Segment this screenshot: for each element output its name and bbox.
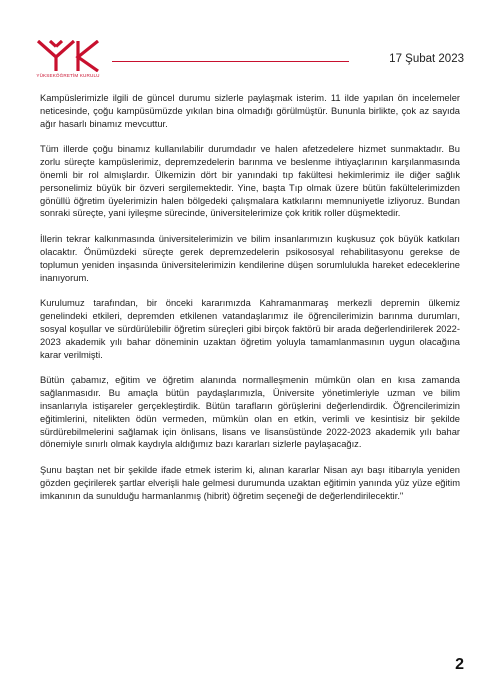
yok-logo — [32, 40, 102, 84]
document-body — [40, 92, 460, 516]
page-number: 2 — [455, 656, 464, 673]
paragraph: Tüm illerde çoğu binamız kullanılabilir durumdadır ve halen afetzedelere hizmet sunmaktadır. Bu zorlu süreçte kampüslerimiz, depremzedelerin barınma ve beslenme ihtiyaçlarının karşılanmasında önemli bir rol almışlardır. Ülkemizin dört bir yanındaki tıp fakültesi hekimlerimiz ile diğer sağlık personelimiz büyük bir özveri sergilemektedir. Yine, başta Tıp olmak üzere bütün fakültelerimizden gönüllü öğretim üyelerimizin halen bölgedeki çalışmalara katkılarını memnuniyetle izliyoruz. Bundan sonraki süreçte, yani iyileşme sürecinde, üniversitelerimize çok kritik roller düşmektedir. — [40, 144, 460, 219]
yok-logo-icon — [36, 40, 100, 72]
paragraph: Kurulumuz tarafından, bir önceki kararımızda Kahramanmaraş merkezli depremin ülkemiz genelindeki etkileri, depremden etkilenen vatandaşlarımız ile öğrencilerimizin barınma durumları, sosyal koşullar ve sürdürülebilir öğretim süreçleri gibi birçok faktörü bir arada değerlendirilerek 2022-2023 akademik yılı bahar döneminin uzaktan öğretim yoluyla tamamlanmasının uygun olacağına karar verilmişti. — [40, 298, 460, 360]
logo-text: YÜKSEKÖĞRETİM KURULU — [36, 73, 100, 78]
document-date: 17 Şubat 2023 — [389, 53, 464, 65]
header-divider — [112, 61, 349, 62]
paragraph: Kampüslerimizle ilgili de güncel durumu sizlerle paylaşmak isterim. 11 ilde yapılan ön incelemeler neticesinde, çoğu kampüsümüzde yıkılan bina olmadığı görülmüştür. Bununla birlikte, çok az sayıda ağır hasarlı binamız mevcuttur. — [40, 93, 460, 129]
paragraph: İllerin tekrar kalkınmasında üniversitelerimizin ve bilim insanlarımızın kuşkusuz çok büyük katkıları olacaktır. Önümüzdeki süreçte gerek depremzedelerin psikososyal rehabilitasyonu gerekse de toplumun yeniden inşasında üniversitelerimizin kendilerine düşen sorumlulukla hareket edeceklerine inanıyorum. — [40, 234, 460, 283]
paragraph: Şunu baştan net bir şekilde ifade etmek isterim ki, alınan kararlar Nisan ayı başı itibarıyla yeniden gözden geçirilerek şartlar elverişli hale gelmesi durumunda uzaktan eğitimin yanında yüz yüze eğitim imkanının da sunulduğu harmanlanmış (hibrit) öğretim seçeneği de değerlendirilecektir." — [40, 465, 460, 501]
page-header — [0, 0, 500, 90]
paragraph: Bütün çabamız, eğitim ve öğretim alanında normalleşmenin mümkün olan en kısa zamanda sağlanmasıdır. Bu amaçla bütün paydaşlarımızla, Üniversite yönetimleriyle uzman ve bilim insanlarıyla istişareler gerçekleştirdik. Bütün tarafların görüşlerini değerlendirdik. Öğrencilerimizin eğitimlerini, nitelikten ödün vermeden, mümkün olan en etkin, verimli ve kesintisiz bir şekilde sürdürebilmelerini sağlamak için önlisans, lisans ve lisansüstünde 2022-2023 akademik yılı bahar dönemiyle sınırlı olmak kaydıyla aldığımız bazı kararları sizlerle paylaşacağız. — [40, 375, 460, 450]
